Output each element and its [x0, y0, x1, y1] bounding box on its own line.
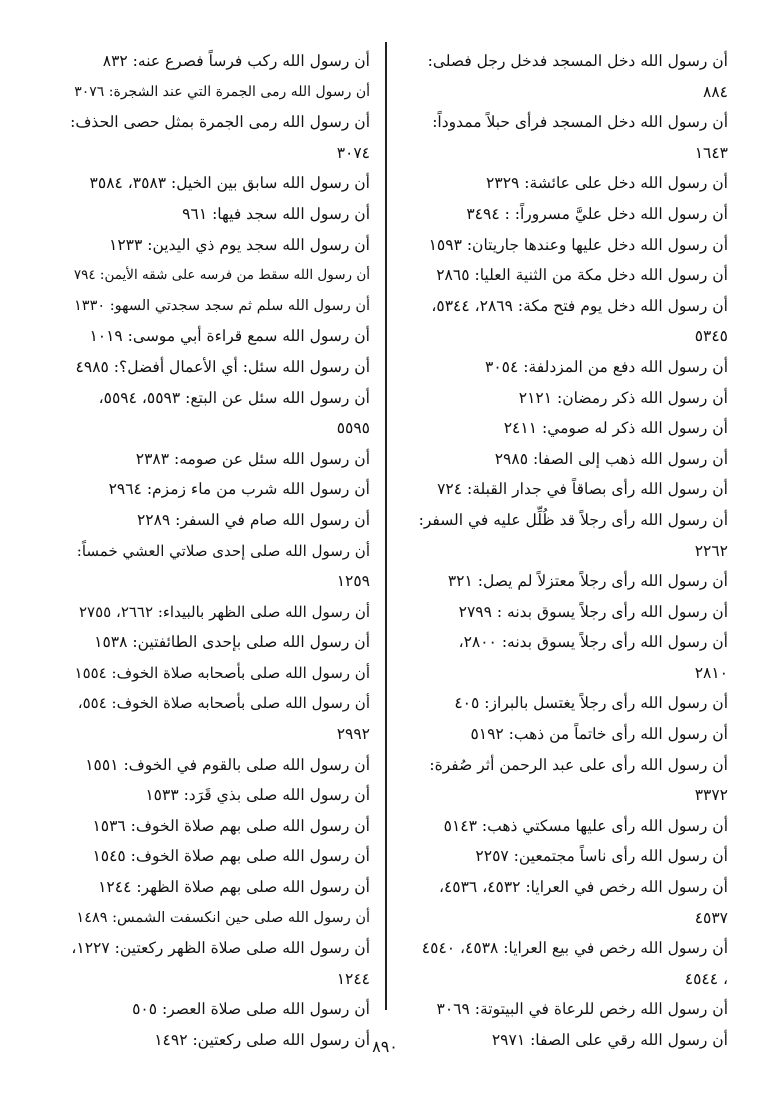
- index-entry-line: أن رسول الله دخل مكة من الثنية العليا: ٢٨٦٥: [436, 266, 728, 285]
- column-divider: [385, 42, 387, 1010]
- index-entry-line: أن رسول الله سئل: أي الأعمال أفضل؟: ٤٩٨٥: [75, 357, 370, 376]
- page-number: ٨٩٠: [372, 1037, 398, 1056]
- index-entry-line: أن رسول الله صلى بهم صلاة الظهر: ١٢٤٤: [98, 878, 370, 897]
- index-entry-line: ٣٣٧٢: [694, 786, 728, 805]
- index-entry-line: أن رسول الله رخص للرعاة في البيتوتة: ٣٠٦٩: [436, 1000, 728, 1019]
- index-entry-line: أن رسول الله سجد فيها: ٩٦١: [182, 204, 370, 223]
- index-entry-line: أن رسول الله رقي على الصفا: ٢٩٧١: [491, 1031, 728, 1049]
- index-entry-line: أن رسول الله صلى بأصحابه صلاة الخوف: ١٥٥٤: [74, 663, 370, 682]
- index-entry-line: أن رسول الله دخل على عائشة: ٢٣٢٩: [486, 174, 728, 193]
- index-entry-line: أن رسول الله صلى بذي قَرَد: ١٥٣٣: [145, 786, 370, 805]
- index-entry-line: أن رسول الله دخل يوم فتح مكة: ٢٨٦٩، ٥٣٤٤،: [431, 296, 728, 315]
- index-entry-line: أن رسول الله سئل عن البتع: ٥٥٩٣، ٥٥٩٤،: [98, 388, 370, 407]
- index-entry-line: أن رسول الله دفع من المزدلفة: ٣٠٥٤: [485, 357, 728, 376]
- index-entry-line: أن رسول الله رأى ناساً مجتمعين: ٢٢٥٧: [475, 847, 728, 866]
- index-entry-line: ١٦٤٣: [694, 143, 728, 162]
- index-entry-line: أن رسول الله رخص في بيع العرايا: ٤٥٣٨، ٤٥٤٠: [421, 939, 728, 958]
- index-entry-line: أن رسول الله ذكر له صومي: ٢٤١١: [503, 419, 728, 438]
- index-entry-line: أن رسول الله صلى بأصحابه صلاة الخوف: ٥٥٤،: [77, 694, 370, 713]
- index-entry-line: أن رسول الله صلى بهم صلاة الخوف: ١٥٣٦: [92, 816, 370, 835]
- index-entry-line: أن رسول الله صلى بالقوم في الخوف: ١٥٥١: [85, 755, 370, 774]
- index-entry-line: أن رسول الله صلى بهم صلاة الخوف: ١٥٤٥: [92, 847, 370, 866]
- index-entry-line: ٢٢٦٢: [694, 541, 728, 560]
- index-entry-line: أن رسول الله رمى الجمرة بمثل حصى الحذف:: [70, 113, 370, 132]
- index-entry-line: أن رسول الله صلى صلاة العصر: ٥٠٥: [132, 1000, 370, 1019]
- index-entry-line: أن رسول الله رأى رجلاً يسوق بدنه: ٢٨٠٠،: [458, 633, 728, 652]
- index-entry-line: ، ٤٥٤٤: [684, 969, 728, 988]
- index-entry-line: أن رسول الله رمى الجمرة التي عند الشجرة: ٣٠٧٦: [74, 83, 370, 100]
- index-entry-line: أن رسول الله دخل عليها وعندها جاريتان: ١٥٩٣: [428, 235, 728, 254]
- index-entry-line: أن رسول الله ذكر رمضان: ٢١٢١: [518, 388, 728, 407]
- index-entry-line: أن رسول الله صلى الظهر بالبيداء: ٢٦٦٢، ٢٧٥٥: [78, 602, 370, 621]
- index-entry-line: ٣٠٧٤: [336, 143, 370, 162]
- index-entry-line: ٨٨٤: [703, 82, 728, 101]
- index-entry-line: أن رسول الله ركب فرساً فصرع عنه: ٨٣٢: [102, 52, 370, 70]
- index-entry-line: أن رسول الله سئل عن صومه: ٢٣٨٣: [135, 449, 370, 468]
- index-entry-line: أن رسول الله صلى إحدى صلاتي العشي خمساً:: [76, 541, 370, 560]
- right-column: [402, 46, 728, 1056]
- index-entry-line: أن رسول الله سجد يوم ذي اليدين: ١٢٣٣: [109, 235, 370, 254]
- index-entry-line: أن رسول الله صلى حين انكسفت الشمس: ١٤٨٩: [76, 909, 370, 926]
- index-entry-line: أن رسول الله صام في السفر: ٢٢٨٩: [136, 510, 370, 529]
- left-column: [70, 46, 370, 1056]
- index-entry-line: أن رسول الله رأى رجلاً قد ظُلِّل عليه في السفر:: [418, 510, 728, 529]
- index-entry-line: أن رسول الله رأى رجلاً معتزلاً لم يصل: ٣٢١: [447, 572, 728, 591]
- index-entry-line: أن رسول الله صلى بإحدى الطائفتين: ١٥٣٨: [94, 633, 370, 652]
- index-entry-line: أن رسول الله دخل المسجد فرأى حبلاً ممدوداً:: [432, 113, 728, 132]
- index-entry-line: ١٢٥٩: [336, 572, 370, 591]
- index-entry-line: ٥٥٩٥: [336, 419, 370, 438]
- index-entry-line: أن رسول الله رأى رجلاً يسوق بدنه : ٢٧٩٩: [458, 602, 728, 621]
- index-entry-line: أن رسول الله رأى عليها مسكتي ذهب: ٥١٤٣: [443, 816, 728, 835]
- index-entry-line: ١٢٤٤: [336, 969, 370, 988]
- index-entry-line: أن رسول الله رأى بصاقاً في جدار القبلة: ٧٢٤: [437, 480, 728, 499]
- index-entry-line: أن رسول الله شرب من ماء زمزم: ٢٩٦٤: [108, 480, 370, 499]
- index-entry-line: أن رسول الله ذهب إلى الصفا: ٢٩٨٥: [494, 449, 728, 468]
- index-entry-line: أن رسول الله صلى ركعتين: ١٤٩٢: [154, 1031, 370, 1049]
- index-entry-line: أن رسول الله سابق بين الخيل: ٣٥٨٣، ٣٥٨٤: [89, 174, 370, 193]
- index-entry-line: أن رسول الله سمع قراءة أبي موسى: ١٠١٩: [89, 327, 370, 346]
- index-entry-line: أن رسول الله رخص في العرايا: ٤٥٣٢، ٤٥٣٦،: [438, 878, 728, 897]
- index-entry-line: أن رسول الله صلى صلاة الظهر ركعتين: ١٢٢٧،: [71, 939, 370, 958]
- index-entry-line: ٢٩٩٢: [336, 725, 370, 744]
- index-entry-line: أن رسول الله دخل المسجد فدخل رجل فصلى:: [427, 52, 728, 70]
- index-entry-line: ٢٨١٠: [694, 663, 728, 682]
- index-entry-line: أن رسول الله رأى خاتماً من ذهب: ٥١٩٢: [470, 725, 728, 744]
- index-entry-line: أن رسول الله دخل عليَّ مسروراً: : ٣٤٩٤: [466, 204, 728, 223]
- index-entry-line: أن رسول الله سقط من فرسه على شقه الأيمن: ٧٩٤: [73, 267, 370, 284]
- index-entry-line: ٤٥٣٧: [694, 908, 728, 927]
- index-entry-line: أن رسول الله رأى على عبد الرحمن أثر صُفرة:: [429, 755, 728, 774]
- index-entry-line: أن رسول الله سلم ثم سجد سجدتي السهو: ١٣٣٠: [74, 297, 370, 314]
- index-entry-line: أن رسول الله رأى رجلاً يغتسل بالبراز: ٤٠٥: [454, 694, 728, 713]
- index-entry-line: ٥٣٤٥: [694, 327, 728, 346]
